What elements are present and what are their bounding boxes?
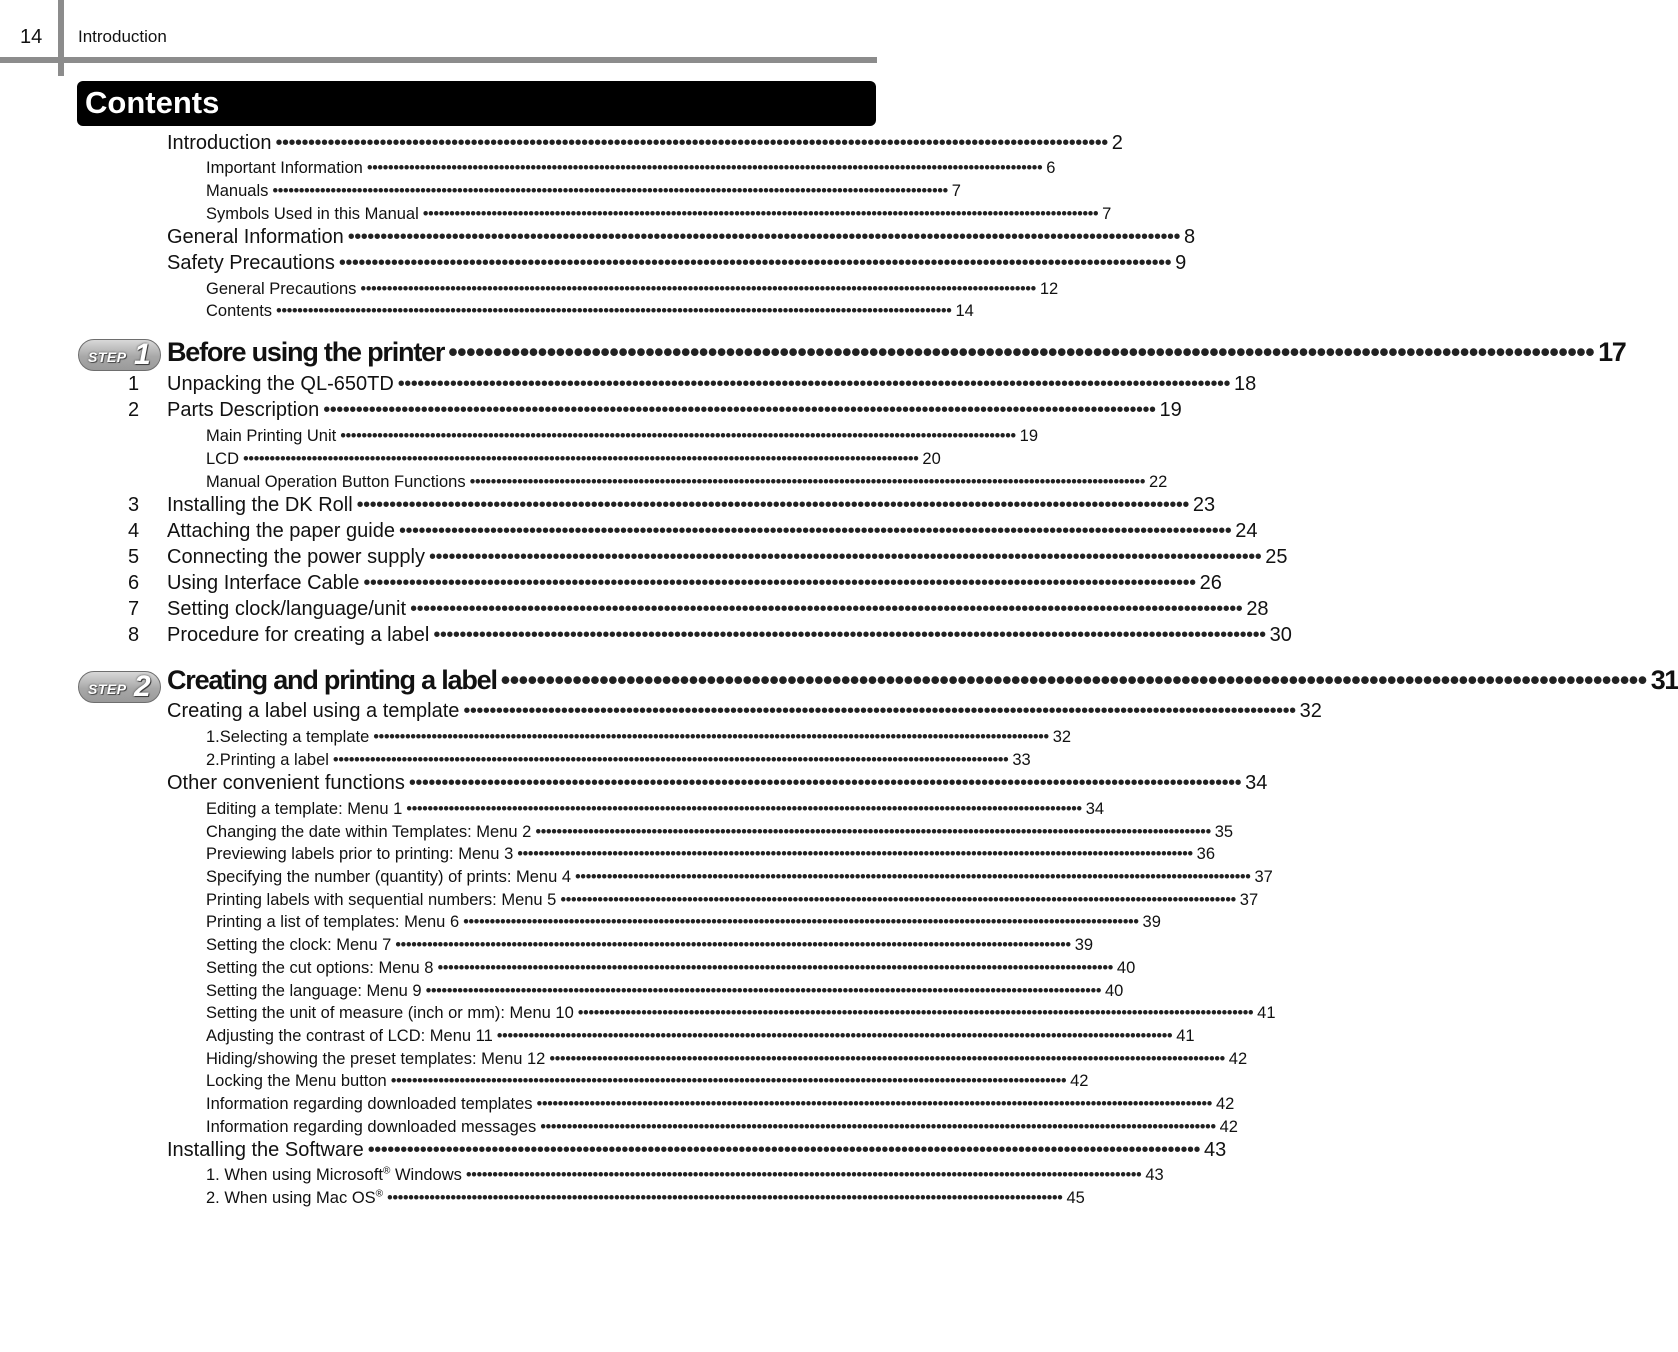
toc-entry-title: Important Information [206, 159, 363, 177]
chapter-number: 7 [128, 598, 140, 620]
toc-entry-menu-4[interactable] [206, 868, 1273, 891]
dot-leader: •••••••••••••••••••••••••••••••••••••••••••••••••••••••••••••••••••••••••••••••••••••••••••••••••••••••••••••••••••••••••••••••• [395, 936, 1071, 954]
toc-entry-menu-8[interactable] [206, 959, 1136, 982]
dot-leader: •••••••••••••••••••••••••••••••••••••••••••••••••••••••••••••••••••••••••••••••••••••••••••••••••••••••••••••••••••••••••••••••• [373, 728, 1049, 746]
dot-leader: •••••••••••••••••••••••••••••••••••••••••••••••••••••••••••••••••••••••••••••••••••••••••••••••••••••••••••••••••••••••••••••••• [390, 1072, 1067, 1090]
dot-leader: •••••••••••••••••••••••••••••••••••••••••••••••••••••••••••••••••••••••••••••••••••••••••••••••••••••••••••••••••••••••••••••••• [275, 132, 1108, 154]
toc-entry-title: 2.Printing a label [206, 751, 329, 769]
dot-leader: •••••••••••••••••••••••••••••••••••••••••••••••••••••••••••••••••••••••••••••••••••••••••••••••••••••••••••••••••••••••••••••••• [577, 1004, 1254, 1022]
toc-entry-title: Setting the cut options: Menu 8 [206, 959, 434, 977]
toc-entry-convenient-functions[interactable] [167, 772, 1268, 798]
toc-entry-procedure[interactable] [167, 624, 1292, 650]
dot-leader: •••••••••••••••••••••••••••••••••••••••••••••••••••••••••••••••••••••••••••••••••••••••••••••••••••••••••••••••••••••••••••••••• [410, 598, 1243, 620]
toc-entry-title: Symbols Used in this Manual [206, 205, 419, 223]
dot-leader: •••••••••••••••••••••••••••••••••••••••••••••••••••••••••••••••••••••••••••••••••••••••••••••••••••••••••••••••••••••••••••••••• [363, 572, 1196, 594]
toc-entry-page: 7 [1102, 205, 1112, 223]
toc-entry-title: Connecting the power supply [167, 546, 425, 568]
toc-entry-menu-3[interactable] [206, 845, 1216, 868]
toc-step1-heading[interactable] [167, 337, 1626, 371]
dot-leader: •••••••••••••••••••••••••••••••••••••••••••••••••••••••••••••••••••••••••••••••••••••••••••••••••••••••••••••••••••••••••••••••• [360, 280, 1036, 298]
toc-entry-page: 42 [1228, 1050, 1248, 1068]
toc-entry-page: 2 [1111, 132, 1123, 154]
dot-leader: •••••••••••••••••••••••••••••••••••••••••••••••••••••••••••••••••••••••••••••••••••••••••••••••••••••••••••••••••••••••••••••••• [387, 1189, 1063, 1207]
toc-entry-page: 19 [1159, 399, 1182, 421]
toc-entry-title: Printing labels with sequential numbers: Menu 5 [206, 891, 557, 909]
dot-leader: •••••••••••••••••••••••••••••••••••••••••••••••••••••••••••••••••••••••••••••••••••••••••••••••••••••••••••••••••••••••••••••••• [433, 624, 1266, 646]
dot-leader: •••••••••••••••••••••••••••••••••••••••••••••••••••••••••••••••••••••••••••••••••••••••••••••••••••••••••••••••••••••••••••••••• [243, 450, 919, 468]
toc-entry-page: 33 [1012, 751, 1031, 769]
toc-entry-safety-precautions[interactable] [167, 252, 1187, 278]
toc-entry-manual-operation[interactable] [206, 473, 1168, 496]
dot-leader: •••••••••••••••••••••••••••••••••••••••••••••••••••••••••••••••••••••••••••••••••••••••••••••••••••••••••••••••••••••••••••••••• [356, 494, 1189, 516]
toc-entry-menu-10[interactable] [206, 1004, 1276, 1027]
toc-entry-page: 37 [1239, 891, 1259, 909]
toc-entry-symbols[interactable] [206, 205, 1112, 228]
dot-leader: •••••••••••••••••••••••••••••••••••••••••••••••••••••••••••••••••••••••••••••••••••••••••••••••••••••••••••••••••••••••••••••••• [496, 1027, 1173, 1045]
toc-entry-page: 19 [1019, 427, 1038, 445]
toc-entry-title: Installing the Software [167, 1139, 364, 1161]
toc-entry-page: 25 [1265, 546, 1288, 568]
toc-entry-page: 7 [951, 182, 961, 200]
toc-entry-page: 20 [922, 450, 941, 468]
step2-badge [78, 671, 161, 703]
dot-leader: •••••••••••••••••••••••••••••••••••••••••••••••••••••••••••••••••••••••••••••••••••••••••••••••••••••••••••••••••••••••••••••••• [425, 982, 1101, 1000]
dot-leader: •••••••••••••••••••••••••••••••••••••••••••••••••••••••••••••••••••••••••••••••••••••••••••••••••••••••••••••••••••••••••••••••• [406, 800, 1082, 818]
chapter-number: 1 [128, 373, 140, 395]
toc-entry-manuals[interactable] [206, 182, 961, 205]
toc-entry-page: 8 [1184, 226, 1196, 248]
toc-entry-title: Previewing labels prior to printing: Menu 3 [206, 845, 514, 863]
toc-entry-title: Editing a template: Menu 1 [206, 800, 403, 818]
toc-entry-title: Safety Precautions [167, 252, 335, 274]
step1-badge [78, 339, 161, 371]
toc-entry-paper-guide[interactable] [167, 520, 1258, 546]
toc-entry-page: 24 [1235, 520, 1258, 542]
toc-entry-page: 9 [1175, 252, 1187, 274]
step-badge-label: STEP [88, 349, 127, 365]
toc-entry-page: 37 [1254, 868, 1273, 886]
toc-entry-page: 26 [1199, 572, 1222, 594]
toc-entry-downloaded-templates[interactable] [206, 1095, 1235, 1118]
toc-entry-title: Printing a list of templates: Menu 6 [206, 913, 460, 931]
toc-entry-page: 32 [1052, 728, 1072, 746]
toc-entry-title: Unpacking the QL-650TD [167, 373, 394, 395]
toc-entry-important-information[interactable] [206, 159, 1056, 182]
toc-entry-title: Setting the language: Menu 9 [206, 982, 422, 1000]
chapter-number: 8 [128, 624, 140, 646]
toc-entry-page: 45 [1066, 1189, 1085, 1207]
dot-leader: •••••••••••••••••••••••••••••••••••••••••••••••••••••••••••••••••••••••••••••••••••••••••••••••••••••••••••••••••••••••••••••••• [463, 700, 1296, 722]
toc-entry-title: Creating and printing a label [167, 665, 497, 695]
toc-entry-page: 39 [1142, 913, 1161, 931]
toc-entry-title: Using Interface Cable [167, 572, 360, 594]
toc-entry-menu-9[interactable] [206, 982, 1124, 1005]
step-badge-label: STEP [88, 681, 127, 697]
dot-leader: •••••••••••••••••••••••••••••••••••••••••••••••••••••••••••••••••••••••••••••••••••••••••••••••••••••••••••••••••••••••••••••••• [500, 665, 1647, 695]
toc-entry-page: 39 [1074, 936, 1094, 954]
toc-entry-contents[interactable] [206, 302, 974, 325]
toc-entry-title: Setting clock/language/unit [167, 598, 407, 620]
toc-entry-page: 18 [1234, 373, 1257, 395]
toc-entry-title: 2. When using Mac OS® [206, 1188, 384, 1207]
toc-entry-menu-6[interactable] [206, 913, 1161, 936]
toc-entry-downloaded-messages[interactable] [206, 1118, 1238, 1141]
toc-entry-page: 34 [1245, 772, 1268, 794]
toc-entry-unpacking[interactable] [167, 373, 1257, 399]
dot-leader: •••••••••••••••••••••••••••••••••••••••••••••••••••••••••••••••••••••••••••••••••••••••••••••••••••••••••••••••••••••••••••••••• [428, 546, 1262, 568]
toc-entry-introduction[interactable] [167, 132, 1123, 158]
toc-entry-page: 42 [1219, 1118, 1238, 1136]
toc-entry-page: 43 [1204, 1139, 1227, 1161]
toc-entry-title: Specifying the number (quantity) of prints: Menu 4 [206, 868, 572, 886]
toc-entry-title: Attaching the paper guide [167, 520, 395, 542]
toc-step2-heading[interactable] [167, 665, 1678, 699]
toc-entry-title: Adjusting the contrast of LCD: Menu 11 [206, 1027, 493, 1045]
toc-entry-title: Main Printing Unit [206, 427, 337, 445]
toc-entry-page: 31 [1650, 665, 1678, 695]
dot-leader: •••••••••••••••••••••••••••••••••••••••••••••••••••••••••••••••••••••••••••••••••••••••••••••••••••••••••••••••••••••••••••••••• [536, 1095, 1212, 1113]
toc-entry-page: 43 [1145, 1166, 1164, 1184]
toc-entry-locking-menu[interactable] [206, 1072, 1089, 1095]
dot-leader: •••••••••••••••••••••••••••••••••••••••••••••••••••••••••••••••••••••••••••••••••••••••••••••••••••••••••••••••••••••••••••••••• [398, 520, 1232, 542]
toc-entry-power-supply[interactable] [167, 546, 1288, 572]
dot-leader: •••••••••••••••••••••••••••••••••••••••••••••••••••••••••••••••••••••••••••••••••••••••••••••••••••••••••••••••••••••••••••••••• [465, 1166, 1142, 1184]
chapter-number: 3 [128, 494, 140, 516]
toc-entry-page: 36 [1196, 845, 1216, 863]
toc-entry-page: 30 [1269, 624, 1292, 646]
section-name: Introduction [78, 27, 167, 46]
dot-leader: •••••••••••••••••••••••••••••••••••••••••••••••••••••••••••••••••••••••••••••••••••••••••••••••••••••••••••••••••••••••••••••••• [272, 182, 948, 200]
toc-entry-page: 12 [1039, 280, 1059, 298]
toc-entry-title: Introduction [167, 132, 272, 154]
dot-leader: •••••••••••••••••••••••••••••••••••••••••••••••••••••••••••••••••••••••••••••••••••••••••••••••••••••••••••••••••••••••••••••••• [535, 823, 1211, 841]
toc-entry-page: 40 [1105, 982, 1124, 1000]
dot-leader: •••••••••••••••••••••••••••••••••••••••••••••••••••••••••••••••••••••••••••••••••••••••••••••••••••••••••••••••••••••••••••••••• [332, 751, 1009, 769]
toc-entry-page: 41 [1257, 1004, 1276, 1022]
step-badge-number: 2 [134, 670, 151, 703]
toc-entry-menu-1[interactable] [206, 800, 1105, 823]
toc-entry-main-printing-unit[interactable] [206, 427, 1038, 450]
toc-entry-title: Parts Description [167, 399, 320, 421]
toc-entry-menu-12[interactable] [206, 1050, 1248, 1073]
toc-entry-page: 28 [1246, 598, 1269, 620]
toc-entry-page: 17 [1598, 337, 1626, 367]
toc-entry-general-precautions[interactable] [206, 280, 1059, 303]
page-number: 14 [20, 26, 43, 48]
dot-leader: •••••••••••••••••••••••••••••••••••••••••••••••••••••••••••••••••••••••••••••••••••••••••••••••••••••••••••••••••••••••••••••••• [549, 1050, 1225, 1068]
toc-entry-page: 40 [1116, 959, 1136, 977]
toc-entry-title: Creating a label using a template [167, 700, 460, 722]
dot-leader: •••••••••••••••••••••••••••••••••••••••••••••••••••••••••••••••••••••••••••••••••••••••••••••••••••••••••••••••••••••••••••••••• [340, 427, 1016, 445]
toc-entry-interface-cable[interactable] [167, 572, 1222, 598]
toc-entry-title: General Information [167, 226, 344, 248]
toc-entry-menu-11[interactable] [206, 1027, 1195, 1050]
dot-leader: •••••••••••••••••••••••••••••••••••••••••••••••••••••••••••••••••••••••••••••••••••••••••••••••••••••••••••••••••••••••••••••••• [347, 226, 1181, 248]
toc-entry-lcd[interactable] [206, 450, 941, 473]
toc-entry-menu-5[interactable] [206, 891, 1259, 914]
toc-entry-menu-7[interactable] [206, 936, 1094, 959]
chapter-number: 5 [128, 546, 140, 568]
toc-entry-title: Other convenient functions [167, 772, 405, 794]
toc-entry-windows[interactable] [206, 1165, 1164, 1189]
toc-entry-title: Locking the Menu button [206, 1072, 387, 1090]
toc-entry-menu-2[interactable] [206, 823, 1234, 846]
toc-entry-label-template[interactable] [167, 700, 1322, 726]
toc-entry-installing-dk-roll[interactable] [167, 494, 1216, 520]
dot-leader: •••••••••••••••••••••••••••••••••••••••••••••••••••••••••••••••••••••••••••••••••••••••••••••••••••••••••••••••••••••••••••••••• [560, 891, 1236, 909]
dot-leader: •••••••••••••••••••••••••••••••••••••••••••••••••••••••••••••••••••••••••••••••••••••••••••••••••••••••••••••••••••••••••••••••• [469, 473, 1145, 491]
toc-entry-title: LCD [206, 450, 240, 468]
toc-entry-title: Hiding/showing the preset templates: Menu 12 [206, 1050, 546, 1068]
toc-entry-printing-label[interactable] [206, 751, 1031, 774]
dot-leader: •••••••••••••••••••••••••••••••••••••••••••••••••••••••••••••••••••••••••••••••••••••••••••••••••••••••••••••••••••••••••••••••• [448, 337, 1595, 367]
toc-entry-page: 6 [1046, 159, 1056, 177]
toc-entry-title: 1. When using Microsoft® Windows [206, 1165, 462, 1184]
toc-entry-page: 34 [1085, 800, 1105, 818]
toc-entry-title: Setting the unit of measure (inch or mm): Menu 10 [206, 1004, 574, 1022]
toc-entry-parts-description[interactable] [167, 399, 1182, 425]
chapter-number: 2 [128, 399, 140, 421]
toc-entry-page: 41 [1176, 1027, 1195, 1045]
chapter-number: 4 [128, 520, 140, 542]
toc-entry-clock-language-unit[interactable] [167, 598, 1269, 624]
toc-entry-installing-software[interactable] [167, 1139, 1227, 1165]
toc-entry-title: Contents [206, 302, 273, 320]
toc-entry-title: Procedure for creating a label [167, 624, 430, 646]
dot-leader: •••••••••••••••••••••••••••••••••••••••••••••••••••••••••••••••••••••••••••••••••••••••••••••••••••••••••••••••••••••••••••••••• [437, 959, 1113, 977]
toc-entry-title: Changing the date within Templates: Menu 2 [206, 823, 532, 841]
toc-entry-title: Before using the printer [167, 337, 445, 367]
toc-entry-page: 42 [1215, 1095, 1235, 1113]
toc-entry-mac-os[interactable] [206, 1188, 1085, 1212]
toc-entry-page: 22 [1148, 473, 1168, 491]
toc-entry-page: 32 [1299, 700, 1322, 722]
toc-entry-title: 1.Selecting a template [206, 728, 370, 746]
toc-entry-title: General Precautions [206, 280, 357, 298]
toc-entry-title: Setting the clock: Menu 7 [206, 936, 392, 954]
dot-leader: •••••••••••••••••••••••••••••••••••••••••••••••••••••••••••••••••••••••••••••••••••••••••••••••••••••••••••••••••••••••••••••••• [367, 1139, 1201, 1161]
toc-entry-general-information[interactable] [167, 226, 1196, 252]
toc-entry-page: 35 [1214, 823, 1234, 841]
toc-entry-title: Installing the DK Roll [167, 494, 353, 516]
toc-entry-selecting-template[interactable] [206, 728, 1072, 751]
dot-leader: •••••••••••••••••••••••••••••••••••••••••••••••••••••••••••••••••••••••••••••••••••••••••••••••••••••••••••••••••••••••••••••••• [397, 373, 1231, 395]
dot-leader: •••••••••••••••••••••••••••••••••••••••••••••••••••••••••••••••••••••••••••••••••••••••••••••••••••••••••••••••••••••••••••••••• [276, 302, 952, 320]
toc-entry-title: Manual Operation Button Functions [206, 473, 466, 491]
dot-leader: •••••••••••••••••••••••••••••••••••••••••••••••••••••••••••••••••••••••••••••••••••••••••••••••••••••••••••••••••••••••••••••••• [517, 845, 1193, 863]
chapter-number: 6 [128, 572, 140, 594]
toc-entry-page: 14 [955, 302, 974, 320]
toc-entry-title: Manuals [206, 182, 269, 200]
toc-entry-title: Information regarding downloaded messages [206, 1118, 537, 1136]
step-badge-number: 1 [134, 338, 151, 371]
toc-entry-page: 42 [1070, 1072, 1089, 1090]
dot-leader: •••••••••••••••••••••••••••••••••••••••••••••••••••••••••••••••••••••••••••••••••••••••••••••••••••••••••••••••••••••••••••••••• [408, 772, 1242, 794]
dot-leader: •••••••••••••••••••••••••••••••••••••••••••••••••••••••••••••••••••••••••••••••••••••••••••••••••••••••••••••••••••••••••••••••• [323, 399, 1156, 421]
page-title: Contents [85, 85, 220, 120]
dot-leader: •••••••••••••••••••••••••••••••••••••••••••••••••••••••••••••••••••••••••••••••••••••••••••••••••••••••••••••••••••••••••••••••• [540, 1118, 1216, 1136]
toc-entry-page: 23 [1192, 494, 1216, 516]
dot-leader: •••••••••••••••••••••••••••••••••••••••••••••••••••••••••••••••••••••••••••••••••••••••••••••••••••••••••••••••••••••••••••••••• [422, 205, 1099, 223]
dot-leader: •••••••••••••••••••••••••••••••••••••••••••••••••••••••••••••••••••••••••••••••••••••••••••••••••••••••••••••••••••••••••••••••• [338, 252, 1172, 274]
toc-entry-title: Information regarding downloaded templates [206, 1095, 533, 1113]
dot-leader: •••••••••••••••••••••••••••••••••••••••••••••••••••••••••••••••••••••••••••••••••••••••••••••••••••••••••••••••••••••••••••••••• [575, 868, 1251, 886]
dot-leader: •••••••••••••••••••••••••••••••••••••••••••••••••••••••••••••••••••••••••••••••••••••••••••••••••••••••••••••••••••••••••••••••• [463, 913, 1139, 931]
dot-leader: •••••••••••••••••••••••••••••••••••••••••••••••••••••••••••••••••••••••••••••••••••••••••••••••••••••••••••••••••••••••••••••••• [366, 159, 1043, 177]
